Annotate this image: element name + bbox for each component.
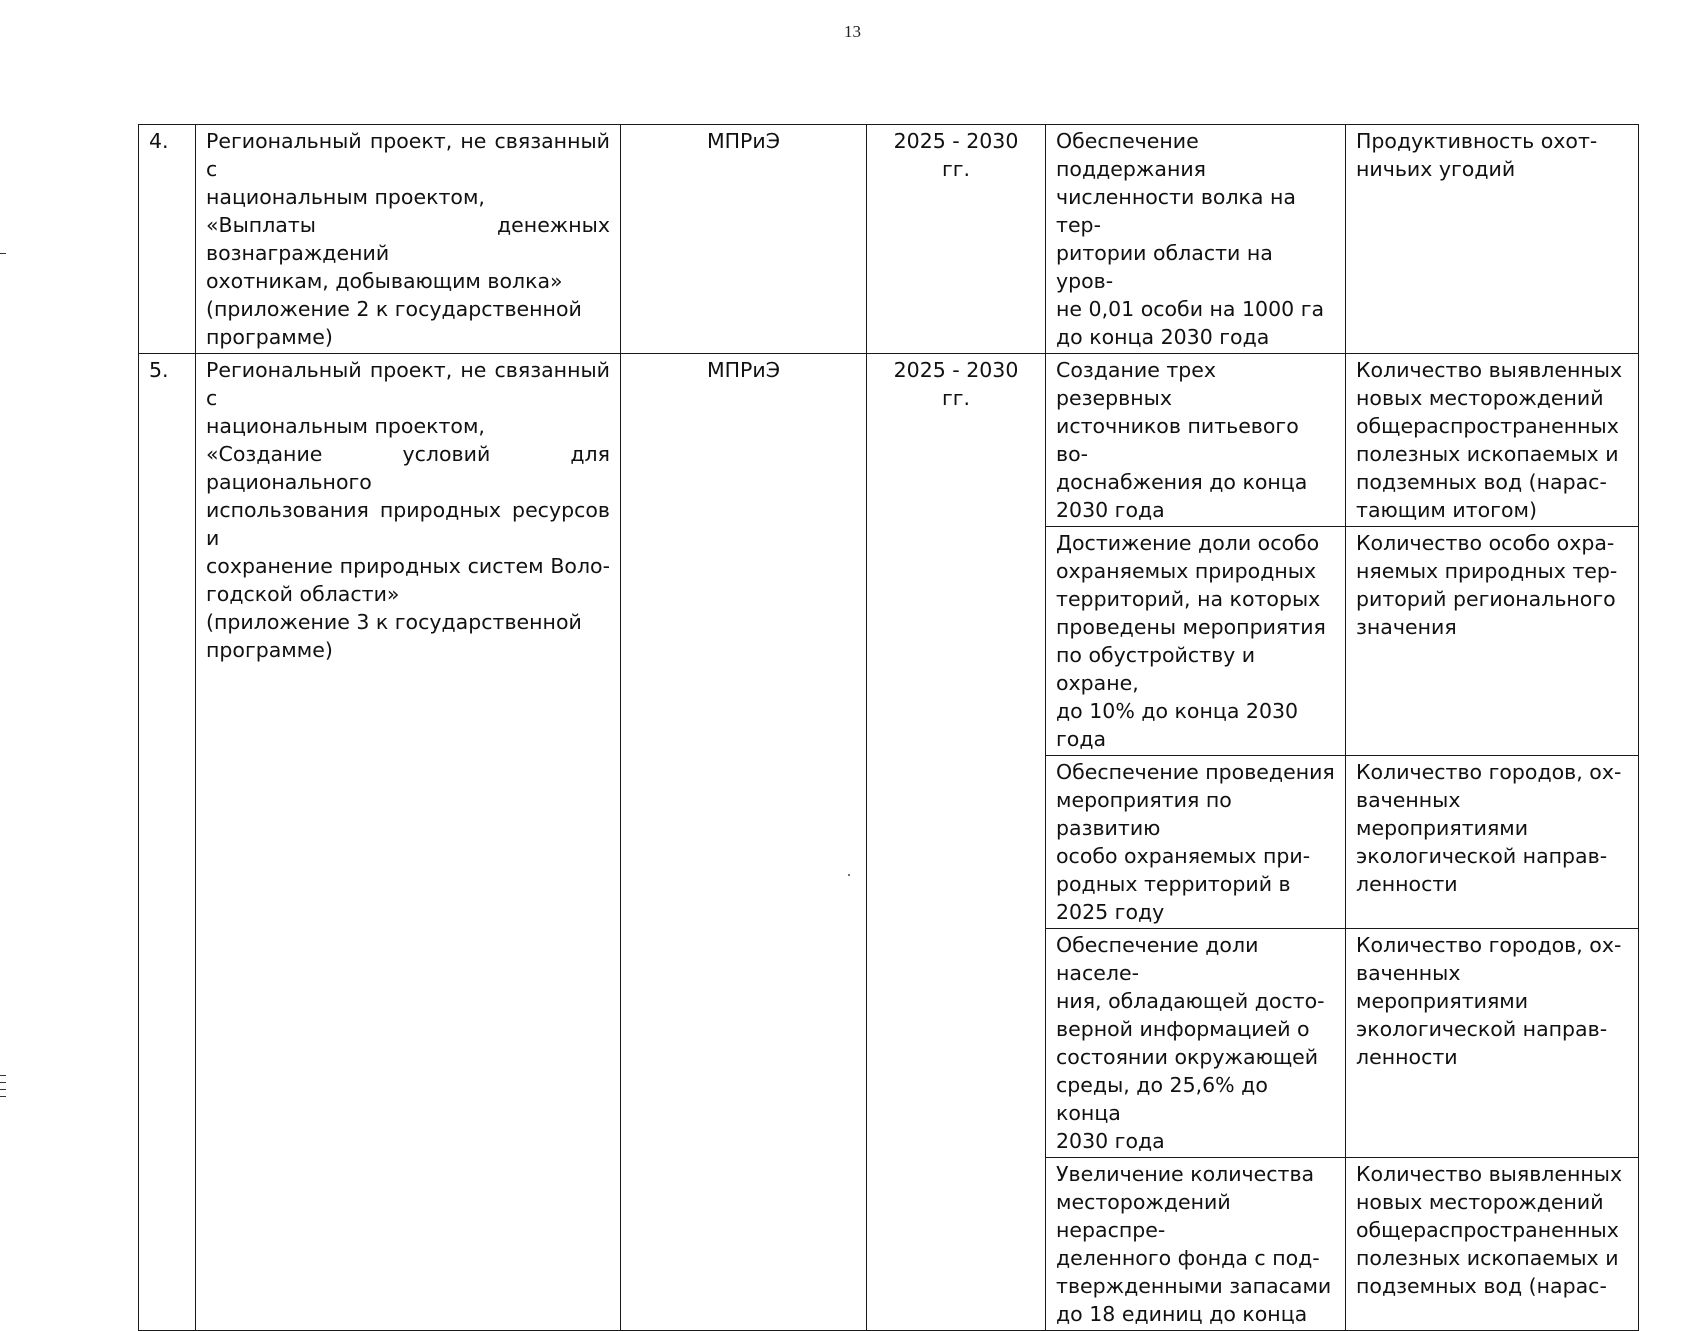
indicator-line: полезных ископаемых и [1356,1246,1619,1270]
project-line: «Выплаты денежных вознаграждений [206,213,610,265]
goal-line: Обеспечение поддержания [1056,129,1207,181]
scan-margin-mark [0,1075,6,1076]
goal-cell [1046,527,1346,756]
indicator-line: ничьих угодий [1356,157,1516,181]
row-number: 4. [149,129,169,153]
indicator-line: ваченных мероприятиями [1356,961,1529,1013]
goal-line: до 10% до конца 2030 года [1056,699,1299,751]
goal-line: верной информацией о [1056,1017,1310,1041]
indicator-line: экологической направ- [1356,1017,1608,1041]
goal-line: ритории области на уров- [1056,241,1273,293]
indicator-line: тающим итогом) [1356,498,1537,522]
goal-line: охраняемых природных [1056,559,1317,583]
goal-line: территорий, на которых [1056,587,1321,611]
indicator-line: Количество особо охра- [1356,531,1615,555]
goal-cell [1046,756,1346,929]
project-line: охотникам, добывающим волка» [206,269,563,293]
indicator-line: Количество выявленных [1356,1162,1623,1186]
goal-line: не 0,01 особи на 1000 га [1056,297,1325,321]
responsible-cell [621,354,867,1331]
goal-line: месторождений нераспре- [1056,1190,1231,1242]
goal-line: Достижение доли особо [1056,531,1320,555]
indicator-cell [1346,929,1639,1158]
scan-margin-mark [0,253,6,254]
indicator-line: общераспространенных [1356,1218,1619,1242]
goal-cell [1046,929,1346,1158]
project-line: национальным проектом, [206,185,485,209]
indicator-line: риторий регионального [1356,587,1616,611]
responsible-text: МПРиЭ [706,129,781,153]
goal-line: особо охраняемых при- [1056,844,1311,868]
goal-cell [1046,1158,1346,1331]
indicator-line: ленности [1356,872,1458,896]
indicator-line: ленности [1356,1045,1458,1069]
indicator-line: новых месторождений [1356,1190,1604,1214]
goal-line: ния, обладающей досто- [1056,989,1325,1013]
responsible-text: МПРиЭ [706,358,781,382]
scan-speck [848,874,850,876]
project-cell [196,354,621,1331]
row-number-cell [139,354,196,1331]
indicator-line: Количество городов, ох- [1356,933,1622,957]
indicator-line: Количество выявленных [1356,358,1623,382]
scan-margin-mark [0,1082,6,1083]
indicator-line: Количество городов, ох- [1356,760,1622,784]
scan-margin-mark [0,1089,6,1090]
row-number: 5. [149,358,169,382]
indicator-cell [1346,1158,1639,1331]
responsible-cell [621,125,867,354]
indicator-line: полезных ископаемых и [1356,442,1619,466]
goal-cell [1046,125,1346,354]
goal-line: твержденными запасами [1056,1274,1332,1298]
project-cell [196,125,621,354]
indicator-line: няемых природных тер- [1356,559,1618,583]
indicator-line: подземных вод (нарас- [1356,1274,1607,1298]
goal-line: до 18 единиц до конца [1056,1302,1308,1326]
indicator-cell [1346,354,1639,527]
goal-line: источников питьевого во- [1056,414,1299,466]
indicator-cell [1346,527,1639,756]
table-row [139,354,1639,527]
project-line: Региональный проект, не связанный с [206,129,610,181]
goal-line: до конца 2030 года [1056,325,1270,349]
project-line: программе) [206,638,333,662]
project-line: программе) [206,325,333,349]
goal-line: 2030 года [1056,498,1165,522]
period-cell [867,125,1046,354]
page-number: 13 [844,22,861,41]
project-line: годской области» [206,582,400,606]
indicator-line: ваченных мероприятиями [1356,788,1529,840]
program-table [138,124,1639,1331]
goal-line: по обустройству и охране, [1056,643,1256,695]
project-line: Региональный проект, не связанный с [206,358,610,410]
row-number-cell [139,125,196,354]
indicator-cell [1346,756,1639,929]
goal-line: доснабжения до конца [1056,470,1308,494]
goal-line: проведены мероприятия [1056,615,1326,639]
goal-line: 2030 года [1056,1129,1165,1153]
period-cell [867,354,1046,1331]
period-text: 2025 - 2030 гг. [893,129,1019,181]
indicator-line: Продуктивность охот- [1356,129,1598,153]
goal-line: Обеспечение проведения [1056,760,1335,784]
table-row [139,125,1639,354]
scan-margin-mark [0,1096,6,1097]
goal-line: среды, до 25,6% до конца [1056,1073,1268,1125]
indicator-line: экологической направ- [1356,844,1608,868]
indicator-line: общераспространенных [1356,414,1619,438]
goal-line: Обеспечение доли населе- [1056,933,1259,985]
goal-line: состоянии окружающей [1056,1045,1319,1069]
project-line: (приложение 2 к государственной [206,297,582,321]
goal-line: мероприятия по развитию [1056,788,1232,840]
goal-line: родных территорий в [1056,872,1291,896]
project-line: сохранение природных систем Воло- [206,554,610,578]
indicator-line: значения [1356,615,1457,639]
goal-line: численности волка на тер- [1056,185,1296,237]
goal-line: Создание трех резервных [1056,358,1217,410]
indicator-line: подземных вод (нарас- [1356,470,1607,494]
goal-line: деленного фонда с под- [1056,1246,1320,1270]
project-line: национальным проектом, [206,414,485,438]
project-line: «Создание условий для рационального [206,442,610,494]
goal-line: Увеличение количества [1056,1162,1315,1186]
indicator-line: новых месторождений [1356,386,1604,410]
goal-line: 2025 году [1056,900,1165,924]
indicator-cell [1346,125,1639,354]
project-line: использования природных ресурсов и [206,498,610,550]
project-line: (приложение 3 к государственной [206,610,582,634]
goal-cell [1046,354,1346,527]
period-text: 2025 - 2030 гг. [893,358,1019,410]
